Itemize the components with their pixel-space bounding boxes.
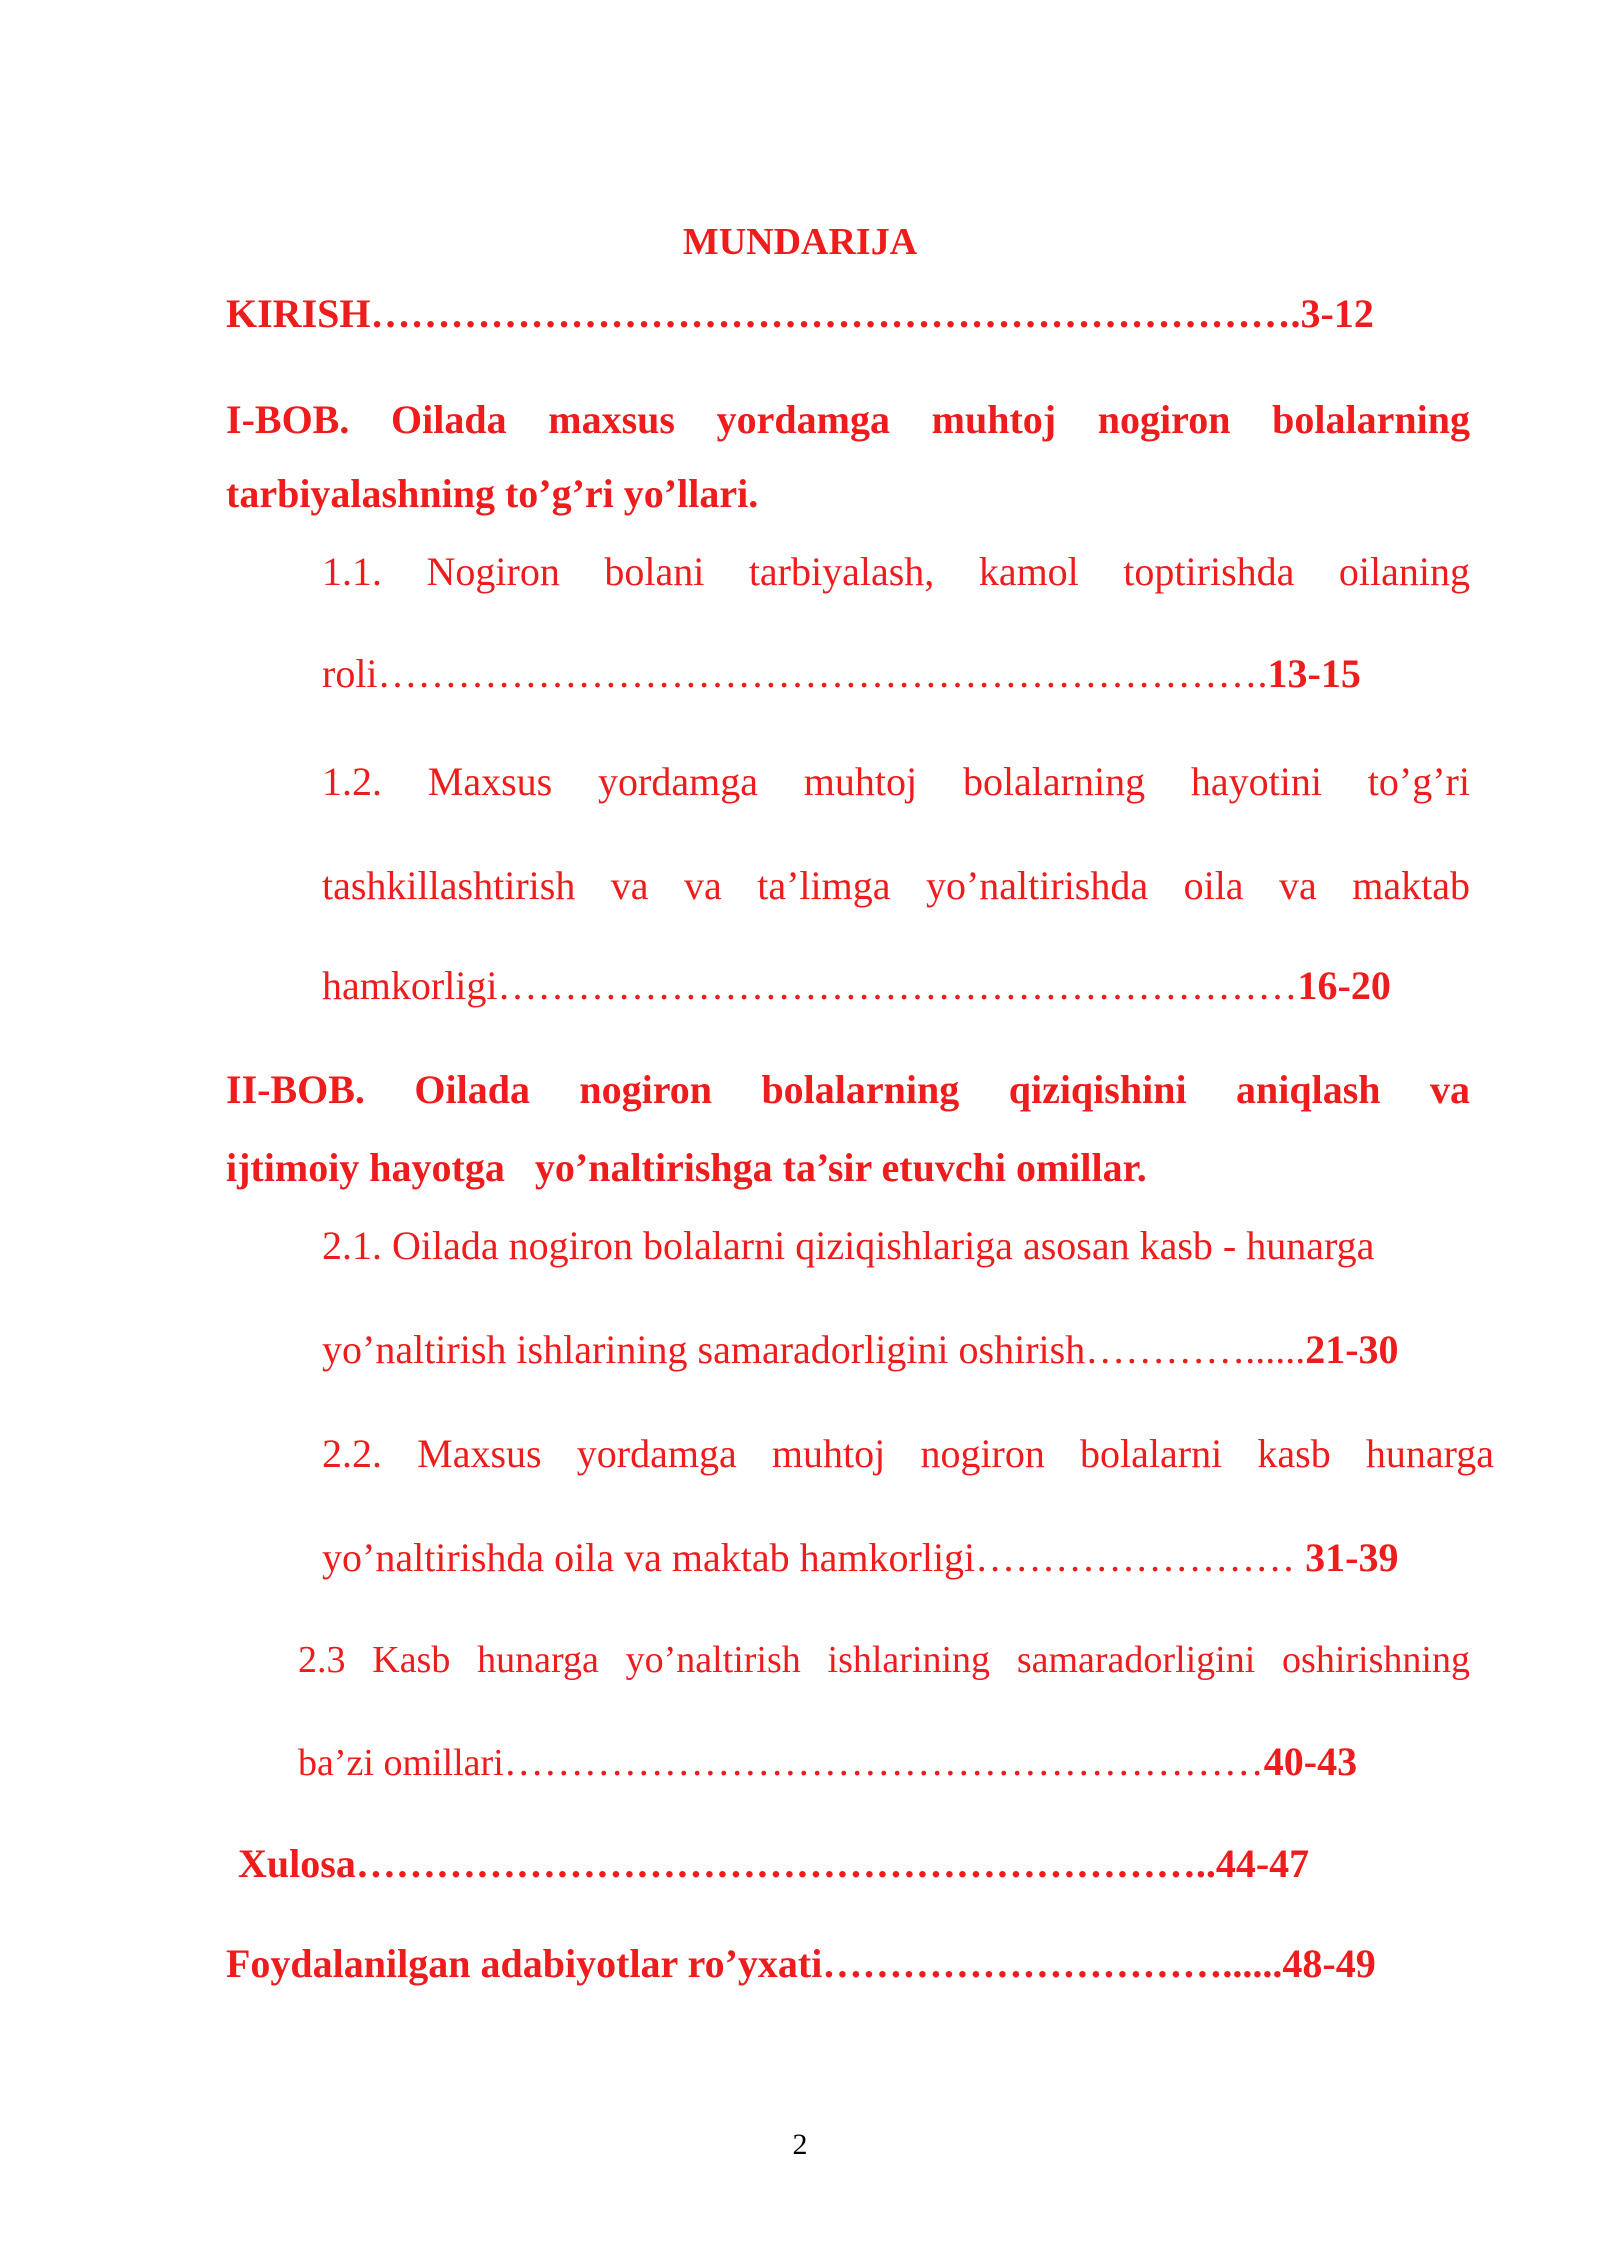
section-word: tashkillashtirish (322, 863, 576, 908)
section-word: yo’naltirishda (925, 863, 1149, 908)
toc-entry-label: KIRISH (226, 291, 371, 336)
toc-leader-dots: ……………………………………………………………. (370, 291, 1301, 336)
chapter-text: ijtimoiy hayotga (226, 1145, 505, 1190)
section-1-2-line1[interactable] (322, 758, 1470, 806)
toc-page-range: 21-30 (1305, 1327, 1399, 1372)
chapter-word: Oilada (391, 397, 507, 442)
toc-leader-dots: …………………… (975, 1535, 1306, 1580)
section-text: yo’naltirish ishlarining samaradorligini oshirish (322, 1327, 1086, 1372)
chapter-word: Oilada (414, 1067, 530, 1112)
chapter-word: bolalarning (761, 1067, 960, 1112)
section-number: 2.2. (322, 1431, 382, 1476)
chapter-word: bolalarning (1272, 397, 1470, 442)
chapter-word: yordamga (716, 397, 890, 442)
section-word: toptirishda (1123, 549, 1295, 594)
section-2-2-line1[interactable] (322, 1430, 1494, 1478)
section-word: yo’naltirish (625, 1639, 801, 1681)
section-word: oila (1183, 863, 1244, 908)
section-word: Maxsus (427, 759, 553, 804)
toc-entry-label: Xulosa (238, 1841, 356, 1886)
chapter-word: va (1429, 1067, 1470, 1112)
toc-leader-dots: ……………………………………………………….. (355, 1841, 1216, 1886)
section-1-2-line3[interactable] (322, 962, 1391, 1010)
section-word: va (1279, 863, 1317, 908)
chapter-2-heading-line1[interactable] (226, 1066, 1470, 1114)
section-word: to’g’ri (1367, 759, 1470, 804)
toc-leader-dots: ………………………………………………… (503, 1739, 1264, 1784)
chapter-prefix: II-BOB. (226, 1067, 365, 1112)
toc-entry-label: Foydalanilgan adabiyotlar ro’yxati (226, 1941, 823, 1986)
section-word: kasb (1257, 1431, 1331, 1476)
section-text: roli (322, 651, 378, 696)
toc-leader-dots: …………………………...... (822, 1941, 1283, 1986)
section-word: ta’limga (757, 863, 891, 908)
chapter-word: nogiron (1097, 397, 1231, 442)
section-word: yordamga (598, 759, 758, 804)
toc-page-range: 3-12 (1300, 291, 1374, 336)
chapter-word: muhtoj (931, 397, 1057, 442)
chapter-1-heading-line2: tarbiyalashning to’g’ri yo’llari. (226, 471, 759, 516)
section-word: samaradorligini (1016, 1639, 1256, 1681)
toc-leader-dots: …………………………………………………………. (377, 651, 1268, 696)
section-word: oilaning (1338, 549, 1470, 594)
chapter-2-heading-line2 (226, 1144, 1147, 1192)
section-2-2-line2[interactable] (322, 1534, 1399, 1582)
section-word: maktab (1352, 863, 1470, 908)
toc-page-range: 16-20 (1297, 963, 1391, 1008)
section-word: hunarga (477, 1639, 599, 1681)
section-word: Nogiron (426, 549, 560, 594)
section-word: nogiron (920, 1431, 1045, 1476)
section-word: ishlarining (827, 1639, 991, 1681)
chapter-word: nogiron (579, 1067, 713, 1112)
chapter-word: aniqlash (1236, 1067, 1381, 1112)
section-2-1-line1[interactable]: 2.1. Oilada nogiron bolalarni qiziqishlariga asosan kasb - hunarga (322, 1223, 1375, 1268)
toc-page-range: 31-39 (1305, 1535, 1399, 1580)
section-1-2-line2 (322, 862, 1470, 910)
section-word: oshirishning (1282, 1639, 1470, 1681)
section-text: ba’zi omillari (298, 1742, 504, 1784)
section-word: tarbiyalash, (748, 549, 935, 594)
chapter-1-heading-line1[interactable] (226, 396, 1470, 444)
section-number: 1.1. (322, 549, 382, 594)
section-text: hamkorligi (322, 963, 498, 1008)
section-word: bolani (604, 549, 705, 594)
toc-leader-dots: …………………………………………………… (497, 963, 1298, 1008)
section-word: yordamga (576, 1431, 737, 1476)
section-word: hunarga (1365, 1431, 1494, 1476)
chapter-word: qiziqishini (1008, 1067, 1187, 1112)
section-2-1-line2[interactable] (322, 1326, 1399, 1374)
section-word: Maxsus (417, 1431, 542, 1476)
section-word: va (610, 863, 649, 908)
page-number: 2 (792, 2128, 808, 2161)
section-text: yo’naltirishda oila va maktab hamkorligi (322, 1535, 976, 1580)
toc-page-range: 44-47 (1215, 1841, 1310, 1886)
section-word: hayotini (1190, 759, 1322, 804)
toc-title: MUNDARIJA (682, 221, 918, 263)
section-word: muhtoj (771, 1431, 886, 1476)
section-1-1-line2[interactable] (322, 650, 1361, 698)
toc-page-range: 13-15 (1267, 651, 1361, 696)
section-2-3-line2[interactable] (298, 1738, 1357, 1787)
toc-page-range: 48-49 (1282, 1941, 1376, 1986)
section-number: 1.2. (322, 759, 382, 804)
section-word: Kasb (372, 1639, 451, 1681)
section-2-3-line1[interactable] (298, 1636, 1470, 1684)
chapter-text: yo’naltirishga ta’sir etuvchi omillar. (534, 1145, 1147, 1190)
chapter-prefix: I-BOB. (226, 397, 350, 442)
section-word: kamol (978, 549, 1079, 594)
toc-leader-dots: …………...... (1085, 1327, 1306, 1372)
section-1-1-line1[interactable] (322, 548, 1470, 596)
section-word: va (684, 863, 722, 908)
section-word: muhtoj (803, 759, 918, 804)
toc-entry-conclusion[interactable] (238, 1840, 1309, 1888)
chapter-word: maxsus (548, 397, 675, 442)
section-word: bolalarning (962, 759, 1146, 804)
section-word: bolalarni (1080, 1431, 1223, 1476)
toc-entry-references[interactable] (226, 1940, 1376, 1988)
section-word: 2.3 (298, 1639, 346, 1681)
toc-entry-intro[interactable] (226, 290, 1374, 338)
toc-page-range: 40-43 (1263, 1739, 1358, 1784)
